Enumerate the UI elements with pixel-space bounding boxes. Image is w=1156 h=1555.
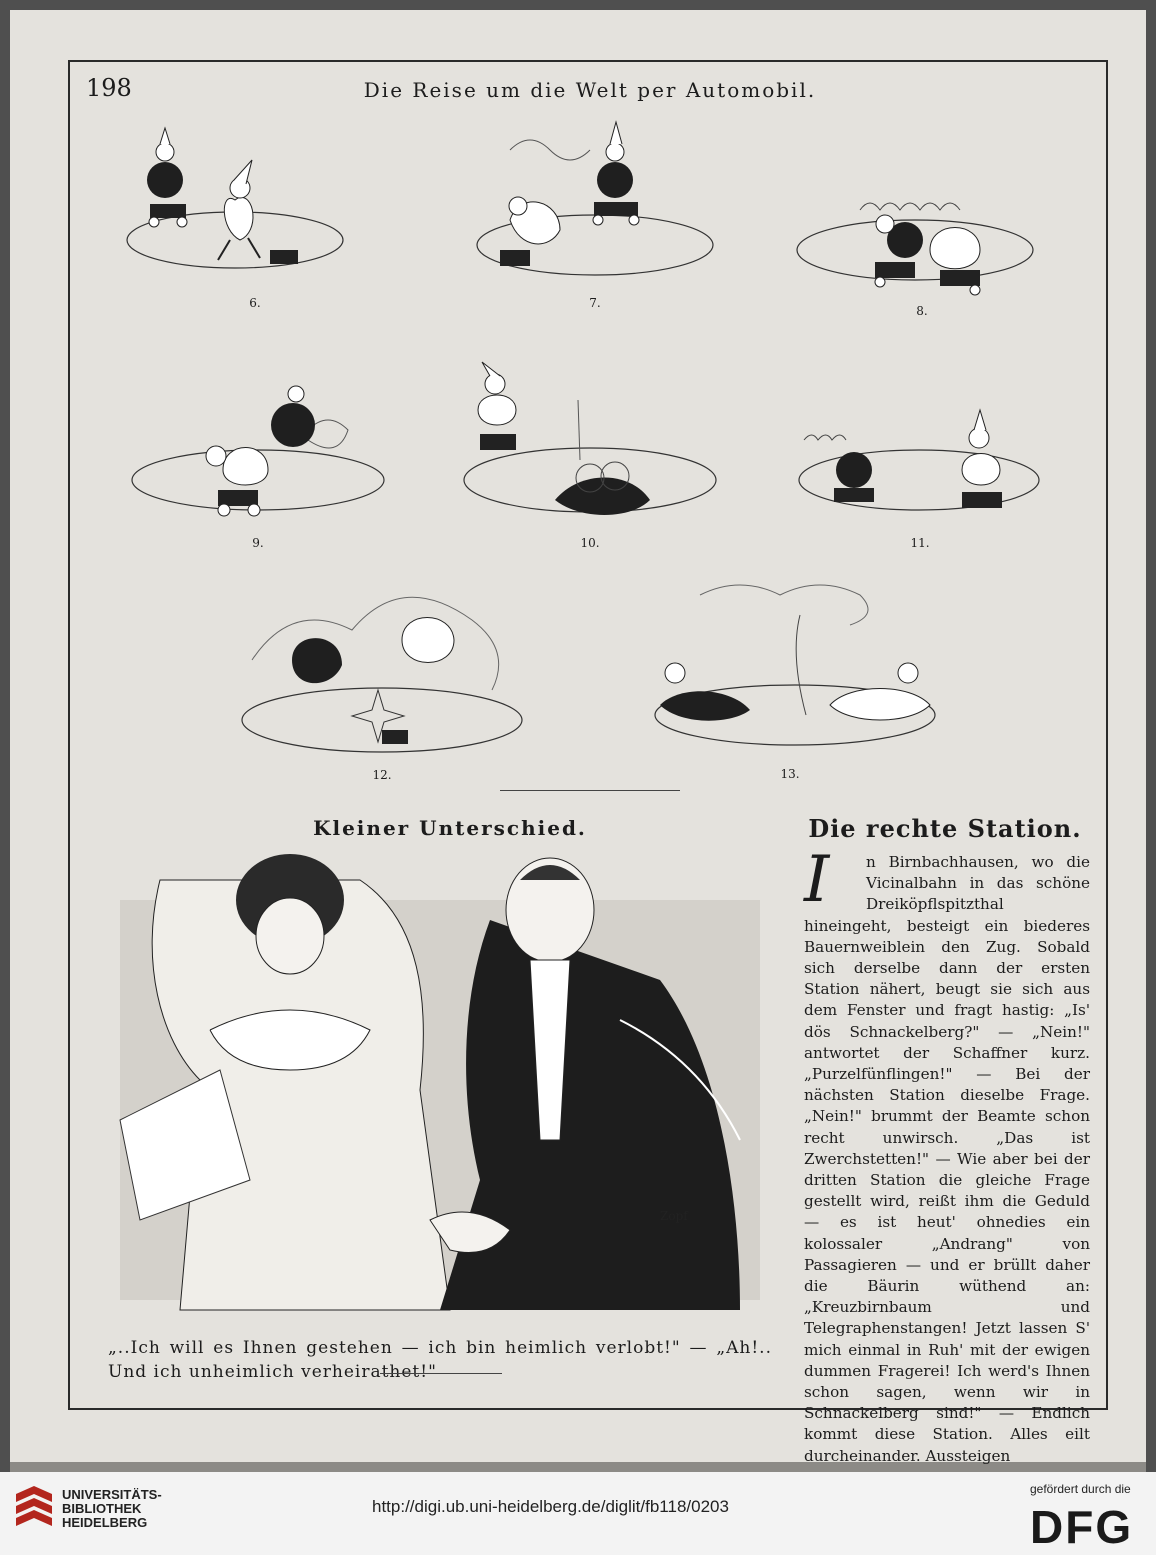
cartoon-panel-13 (640, 575, 950, 781)
story-heading-left: Kleiner Unterschied. (313, 816, 587, 840)
permalink-url[interactable]: http://digi.ub.uni-heidelberg.de/diglit/fb118/0203 (372, 1497, 729, 1516)
dfg-logo: DFG (1030, 1501, 1134, 1553)
cartoon-panel-7 (470, 110, 720, 310)
story-body: n Birnbachhausen, wo die Vicinalbahn in das schöne Dreiköpflspitzthal hineingeht, besteigt ein biederes Bauernweiblein den Zug. Sobald sich derselbe dann der ersten Station nähert, beugt sie sich aus dem Fenster und fragt hastig: „Is' dös Schnackelberg?" — „Nein!" antwortet der Schaffner kurz. „Purzelfünflingen!" — Bei der nächsten Station dieselbe Frage. „Nein!" brummt der Beamte schon recht unwirsch. „Das ist Zwerchstetten!" — Wie aber bei der dritten Station die gleiche Frage gestellt wird, reißt ihm die Geduld — es ist heut' ohnedies ein kolossaler „Andrang" von Passagieren — und er brüllt daher die Bäurin wüthend an: „Kreuzbirnbaum und Telegraphenstangen! Jetzt lassen S' mich einmal in Ruh' mit der ewigen dummen Fragerei! Ich werd's Ihnen schon sagen, wenn wir in Schnackelberg sind!" — Endlich kommt diese Station. Alles eilt durcheinander. Aussteigen (804, 853, 1090, 1465)
panel-label: 10. (580, 536, 600, 550)
story-text (804, 852, 1090, 1465)
funding-note: gefördert durch die (1030, 1482, 1131, 1496)
panel-label: 11. (910, 536, 930, 550)
cartoon-panel-10 (460, 370, 720, 550)
divider-rule (500, 790, 680, 791)
running-title: Die Reise um die Welt per Automobil. (363, 78, 817, 102)
page-number: 198 (86, 74, 132, 102)
library-name: UNIVERSITÄTS- BIBLIOTHEK HEIDELBERG (62, 1487, 162, 1530)
caption-end-rule (380, 1373, 502, 1374)
cartoon-panel-9 (128, 380, 388, 550)
library-logo-icon (12, 1484, 56, 1538)
illustration-couple (100, 840, 780, 1320)
cartoon-panel-12 (232, 570, 532, 782)
cartoon-panel-6 (120, 120, 350, 310)
panel-label: 8. (916, 304, 928, 318)
artist-signature: Zopf (660, 1209, 688, 1223)
panel-label: 13. (780, 767, 800, 781)
cartoon-caption: „..Ich will es Ihnen gestehen — ich bin heimlich verlobt!" — „Ah!.. Und ich unheimlich verheirathet!" (108, 1338, 772, 1382)
panel-label: 12. (372, 768, 392, 782)
cartoon-panel-11 (794, 400, 1044, 550)
cartoon-panel-8 (790, 180, 1040, 320)
panel-label: 6. (249, 296, 261, 310)
panel-label: 9. (252, 536, 264, 550)
story-heading-right: Die rechte Station. (808, 814, 1082, 843)
panel-label: 7. (589, 296, 601, 310)
drop-cap: I (804, 843, 830, 917)
